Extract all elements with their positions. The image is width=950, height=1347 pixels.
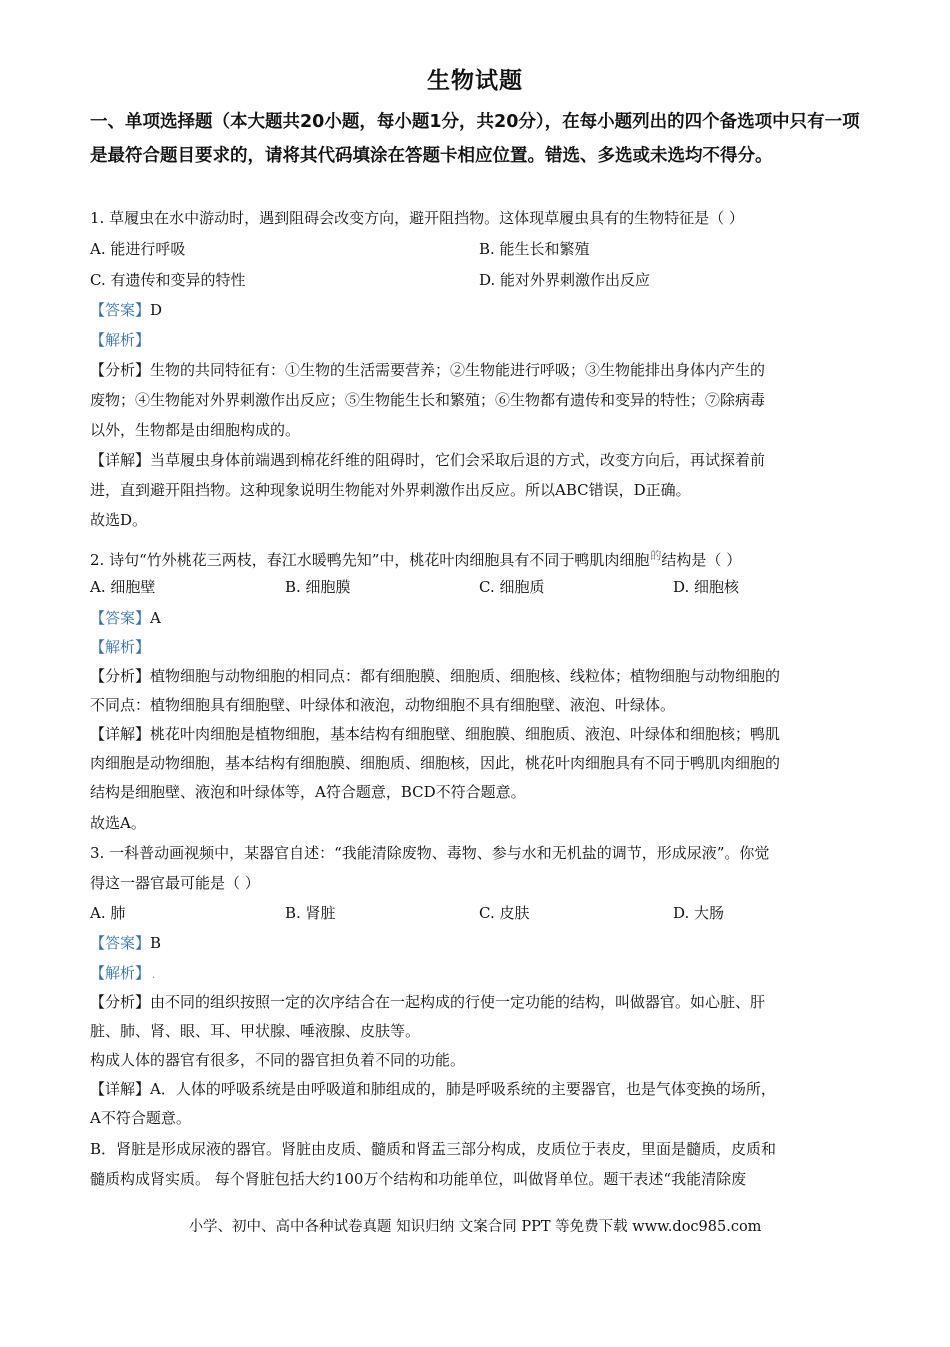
- q1-fenxi-line-3: 以外，生物都是由细胞构成的。: [90, 421, 301, 439]
- fenxi-tag: 【分析】: [90, 667, 151, 685]
- q2-fenxi-line-1: [90, 666, 780, 686]
- q1-fenxi-line-1: [90, 360, 765, 380]
- fenxi-tag: 【分析】: [90, 993, 151, 1011]
- q1-answer-value: D: [150, 301, 163, 319]
- q3-xiangjie-line-4: 髓质构成肾实质。 每个肾脏包括大约100万个结构和功能单位，叫做肾单位。题干表述“我能清除废: [90, 1170, 747, 1188]
- q2-stem-note: 的: [650, 549, 662, 562]
- analysis-tag: 【解析】: [90, 964, 151, 982]
- answer-tag: 【答案】: [90, 301, 151, 319]
- q1-analysis-tag: [90, 330, 150, 350]
- analysis-tag: 【解析】: [90, 638, 151, 656]
- xiangjie-tag: 【详解】: [90, 451, 151, 469]
- q3-xiangjie-line-1: [90, 1079, 776, 1099]
- q3-fenxi-line-3: 构成人体的器官有很多，不同的器官担负着不同的功能。: [90, 1051, 466, 1069]
- q3-analysis-tag: [90, 963, 155, 986]
- q2-answer: [90, 608, 161, 628]
- xiangjie-tag: 【详解】: [90, 725, 151, 743]
- q1-option-b: B. 能生长和繁殖: [479, 240, 590, 258]
- q2-analysis-tag: [90, 637, 150, 657]
- q3-answer-value: B: [150, 934, 162, 952]
- q1-fenxi-text-1: 生物的共同特征有：①生物的生活需要营养；②生物能进行呼吸；③生物能排出身体内产生的: [150, 361, 766, 379]
- q2-conclusion: 故选A。: [90, 814, 146, 832]
- q2-option-a: A. 细胞壁: [90, 578, 156, 596]
- q2-option-b: B. 细胞膜: [285, 578, 351, 596]
- q2-xiangjie-line-2: 肉细胞是动物细胞，基本结构有细胞膜、细胞质、细胞核，因此，桃花叶肉细胞具有不同于鸭肌肉细胞的: [90, 754, 781, 772]
- q2-answer-value: A: [150, 609, 161, 627]
- page-footer: 小学、初中、高中各种试卷真题 知识归纳 文案合同 PPT 等免费下载 www.doc985.com: [188, 1219, 762, 1235]
- analysis-mark: .: [152, 970, 156, 981]
- analysis-tag: 【解析】: [90, 331, 151, 349]
- q1-xiangjie-line-1: [90, 450, 765, 470]
- q1-xiangjie-text-1: 当草履虫身体前端遇到棉花纤维的阻碍时，它们会采取后退的方式，改变方向后，再试探着前: [150, 451, 766, 469]
- q1-conclusion: 故选D。: [90, 511, 148, 529]
- q3-option-d: D. 大肠: [673, 904, 725, 922]
- q2-xiangjie-line-1: [90, 724, 780, 744]
- q3-fenxi-text-1: 由不同的组织按照一定的次序结合在一起构成的行使一定功能的结构，叫做器官。如心脏、肝: [150, 993, 766, 1011]
- fenxi-tag: 【分析】: [90, 361, 151, 379]
- q2-fenxi-text-1: 植物细胞与动物细胞的相同点：都有细胞膜、细胞质、细胞核、线粒体；植物细胞与动物细胞的: [150, 667, 781, 685]
- q1-answer: [90, 300, 162, 320]
- q1-option-c: C. 有遗传和变异的特性: [90, 271, 246, 289]
- q3-option-b: B. 肾脏: [285, 904, 336, 922]
- q3-option-a: A. 肺: [90, 904, 126, 922]
- q1-option-d: D. 能对外界刺激作出反应: [479, 271, 651, 289]
- q3-answer: [90, 933, 161, 953]
- q3-stem-line-1: 3. 一科普动画视频中，某器官自述：“我能清除废物、毒物、参与水和无机盐的调节，形成尿液”。你觉: [90, 844, 770, 862]
- section-heading: 一、单项选择题（本大题共20小题，每小题1分，共20分），在每小题列出的四个备选项中只有一项是最符合题目要求的，请将其代码填涂在答题卡相应位置。错选、多选或未选均不得分。: [90, 112, 860, 166]
- q1-stem: 1. 草履虫在水中游动时，遇到阻碍会改变方向，避开阻挡物。这体现草履虫具有的生物特征是（ ）: [90, 209, 744, 227]
- q2-stem: [90, 546, 741, 570]
- q3-fenxi-line-2: 脏、肺、肾、眼、耳、甲状腺、唾液腺、皮肤等。: [90, 1022, 421, 1040]
- q2-xiangjie-text-1: 桃花叶肉细胞是植物细胞，基本结构有细胞壁、细胞膜、细胞质、液泡、叶绿体和细胞核；鸭肌: [150, 725, 781, 743]
- q2-option-d: D. 细胞核: [673, 578, 740, 596]
- q1-fenxi-line-2: 废物；④生物能对外界刺激作出反应；⑤生物能生长和繁殖；⑥生物都有遗传和变异的特性；⑦除病毒: [90, 391, 766, 409]
- q2-fenxi-line-2: 不同点：植物细胞具有细胞壁、叶绿体和液泡，动物细胞不具有细胞壁、液泡、叶绿体。: [90, 696, 676, 714]
- q2-stem-before: 2. 诗句“竹外桃花三两枝，春江水暖鸭先知”中，桃花叶肉细胞具有不同于鸭肌肉细胞: [90, 551, 650, 569]
- q2-option-c: C. 细胞质: [479, 578, 545, 596]
- q3-xiangjie-text-1: A．人体的呼吸系统是由呼吸道和肺组成的，肺是呼吸系统的主要器官，也是气体变换的场所，: [150, 1080, 776, 1098]
- q2-xiangjie-line-3: 结构是细胞壁、液泡和叶绿体等，A符合题意，BCD不符合题意。: [90, 783, 526, 801]
- q1-option-a: A. 能进行呼吸: [90, 240, 186, 258]
- answer-tag: 【答案】: [90, 934, 151, 952]
- q3-xiangjie-line-2: A不符合题意。: [90, 1109, 191, 1127]
- page-title: 生物试题: [427, 68, 523, 94]
- answer-tag: 【答案】: [90, 609, 151, 627]
- xiangjie-tag: 【详解】: [90, 1080, 151, 1098]
- q1-xiangjie-line-2: 进，直到避开阻挡物。这种现象说明生物能对外界刺激作出反应。所以ABC错误，D正确。: [90, 481, 691, 499]
- q3-fenxi-line-1: [90, 992, 765, 1012]
- q2-stem-after: 结构是（ ）: [661, 551, 742, 569]
- q3-xiangjie-line-3: B．肾脏是形成尿液的器官。肾脏由皮质、髓质和肾盂三部分构成，皮质位于表皮，里面是髓质，皮质和: [90, 1140, 777, 1158]
- q3-stem-line-2: 得这一器官最可能是（ ）: [90, 874, 260, 892]
- q3-option-c: C. 皮肤: [479, 904, 530, 922]
